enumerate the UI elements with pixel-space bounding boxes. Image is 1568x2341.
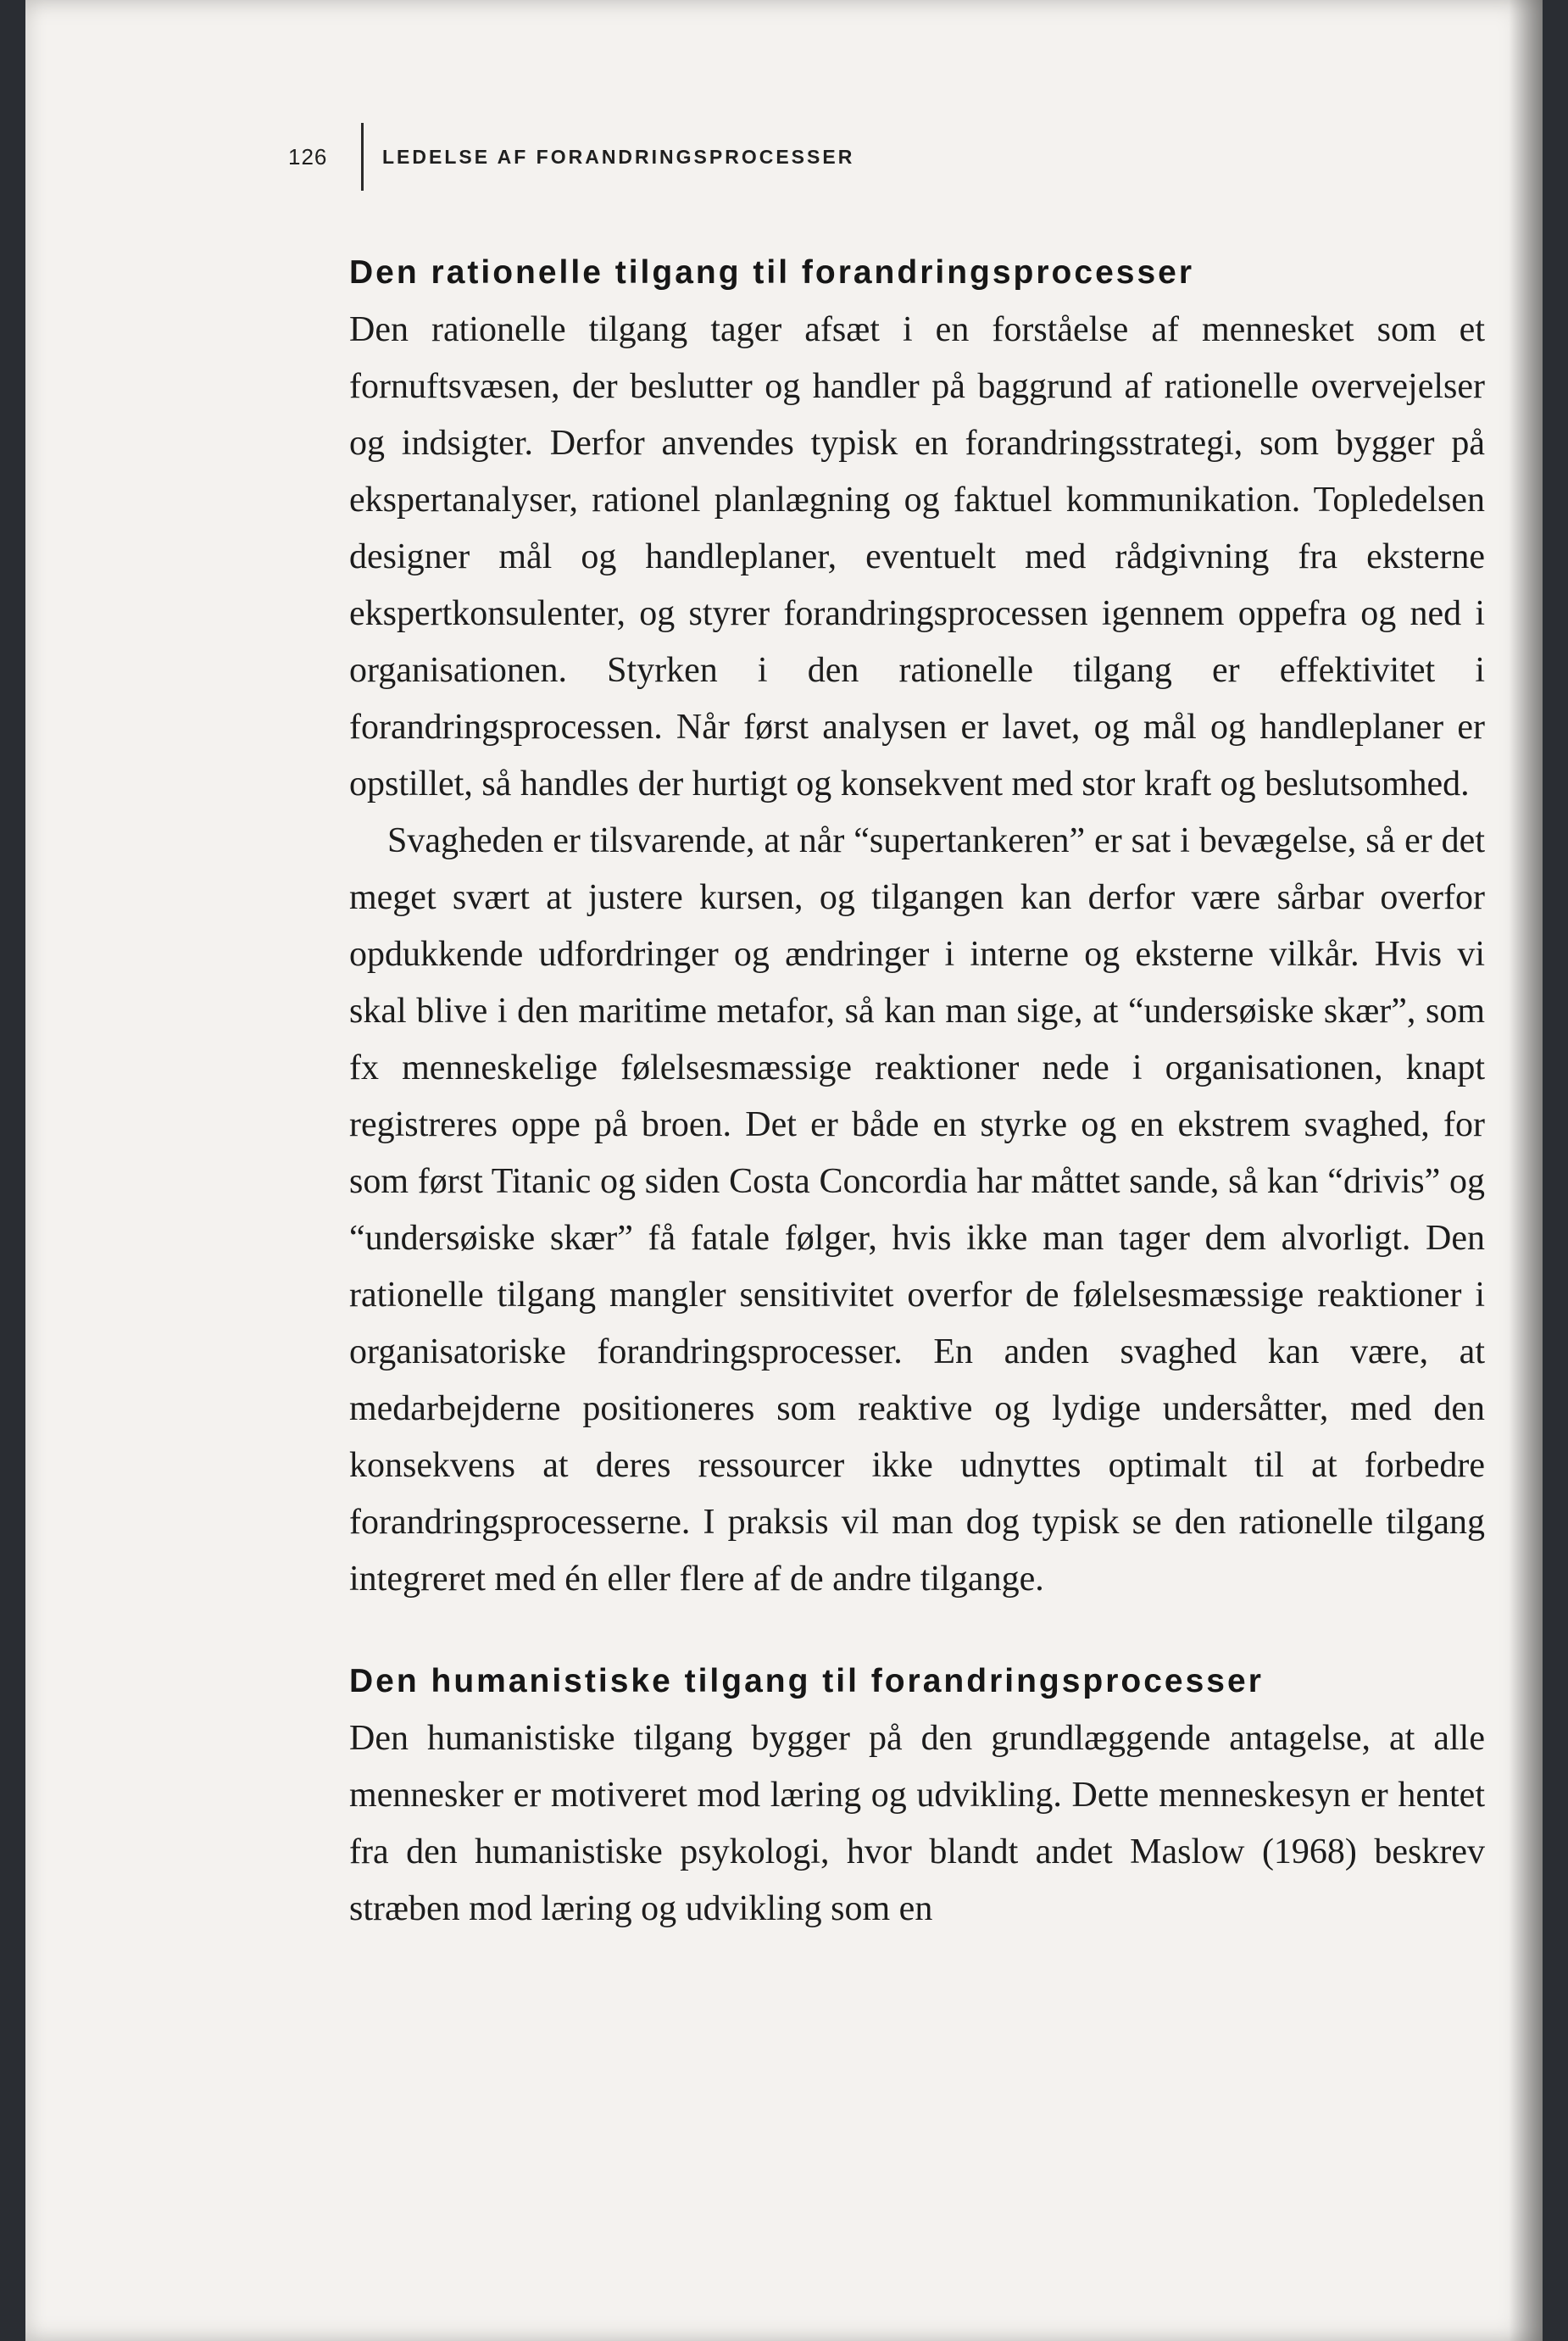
paragraph: Den rationelle tilgang tager afsæt i en forståelse af mennesket som et fornuftsvæsen, der beslutter og handler på baggrund af rationelle overvejelser og indsigter. Derfor anvendes typisk en forandringsstrategi, som bygger på ekspertanalyser, rationel planlægning og faktuel kommunikation. Topledelsen designer mål og handleplaner, eventuelt med rådgivning fra eksterne ekspertkonsulenter, og styrer forandringsprocessen igennem oppefra og ned i organisationen. Styrken i den rationelle tilgang er effektivitet i forandringsprocessen. Når først analysen er lavet, og mål og handleplaner er opstillet, så handles der hurtigt og konsekvent med stor kraft og beslutsomhed.	[349, 310, 1485, 804]
section-heading: Den humanistiske tilgang til forandringsprocesser	[349, 1663, 1264, 1699]
page-edge-shadow	[1509, 0, 1543, 2341]
paragraph: Svagheden er tilsvarende, at når “supertankeren” er sat i bevægelse, så er det meget svært at justere kursen, og tilgangen kan derfor være sårbar overfor opdukkende udfordringer og ændringer i interne og eksterne vilkår. Hvis vi skal blive i den maritime metafor, så kan man sige, at “undersøiske skær”, som fx menneskelige følelsesmæssige reaktioner nede i organisationen, knapt registreres oppe på broen. Det er både en styrke og en ekstrem svaghed, for som først Titanic og siden Costa Concordia har måttet sande, så kan “drivis” og “undersøiske skær” få fatale følger, hvis ikke man tager dem alvorligt. Den rationelle tilgang mangler sensitivitet overfor de følelsesmæssige reaktioner i organisatoriske forandringsprocesser. En anden svaghed kan være, at medarbejderne positioneres som reaktive og lydige undersåtter, med den konsekvens at deres ressourcer ikke udnyttes optimalt til at forbedre forandringsprocesserne. I praksis vil man dog typisk se den rationelle tilgang integreret med én eller flere af de andre tilgange.	[349, 821, 1485, 1599]
page-number: 126	[288, 143, 328, 170]
page-body	[349, 254, 1485, 1938]
header-divider	[361, 123, 364, 191]
section-heading: Den rationelle tilgang til forandringsprocesser	[349, 254, 1195, 291]
paragraph: Den humanistiske tilgang bygger på den grundlæggende antagelse, at alle mennesker er motiveret mod læring og udvikling. Dette menneskesyn er hentet fra den humanistiske psykologi, hvor blandt andet Maslow (1968) beskrev stræben mod læring og udvikling som en	[349, 1719, 1485, 1928]
book-title: LEDELSE AF FORANDRINGSPROCESSER	[382, 145, 855, 168]
section-humanistic-approach	[349, 1663, 1485, 1938]
section-rational-approach	[349, 254, 1485, 1608]
book-page	[25, 0, 1543, 2341]
running-head	[288, 127, 854, 186]
